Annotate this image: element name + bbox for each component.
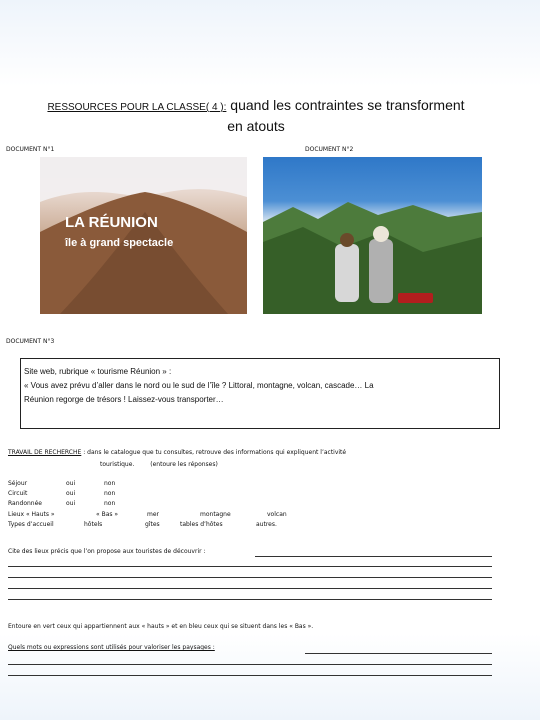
doc1-image-title: LA RÉUNION <box>65 214 158 231</box>
title-prefix: RESSOURCES POUR LA CLASSE( 4 ): <box>47 102 227 113</box>
reunion-volcano-photo <box>40 157 247 314</box>
hikers-mountain-photo <box>263 157 482 314</box>
row-sejour-label: Séjour <box>8 480 28 487</box>
row-accueil-tables[interactable]: tables d’hôtes <box>180 521 223 528</box>
doc3-line2: « Vous avez prévu d’aller dans le nord ou le sud de l’île ? Littoral, montagne, volcan, cascade… La <box>24 381 374 390</box>
doc2-label: DOCUMENT N°2 <box>305 146 354 153</box>
question1: Cite des lieux précis que l’on propose aux touristes de découvrir : <box>8 548 206 555</box>
title-line2: en atouts <box>227 118 285 134</box>
row-randonnee-label: Randonnée <box>8 500 42 507</box>
doc3-line1: Site web, rubrique « tourisme Réunion » : <box>24 367 172 376</box>
row-lieux-montagne[interactable]: montagne <box>200 511 231 518</box>
row-randonnee-oui[interactable]: oui <box>66 500 76 507</box>
row-lieux-mer[interactable]: mer <box>147 511 160 518</box>
page-title <box>6 96 506 136</box>
question3: Quels mots ou expressions sont utilisés pour valoriser les paysages : <box>8 644 215 651</box>
title-line1: quand les contraintes se transforment <box>230 97 465 113</box>
research-line2: touristique. <box>100 461 135 468</box>
row-circuit-oui[interactable]: oui <box>66 490 76 497</box>
research-instruction-line2 <box>100 461 218 468</box>
answer-line[interactable] <box>8 675 492 676</box>
row-accueil-hotels[interactable]: hôtels <box>84 521 103 528</box>
row-accueil-autres[interactable]: autres. <box>256 521 277 528</box>
row-circuit-label: Circuit <box>8 490 28 497</box>
answer-line[interactable] <box>8 577 492 578</box>
doc3-line3: Réunion regorge de trésors ! Laissez-vous transporter… <box>24 395 224 404</box>
research-line1: : dans le catalogue que tu consultes, retrouve des informations qui expliquent l’activité <box>83 449 347 456</box>
research-line2b: (entoure les réponses) <box>150 461 218 468</box>
answer-line[interactable] <box>8 664 492 665</box>
doc3-text <box>24 365 492 407</box>
row-randonnee-non[interactable]: non <box>104 500 116 507</box>
doc3-label: DOCUMENT N°3 <box>6 338 55 345</box>
question2: Entoure en vert ceux qui appartiennent aux « hauts » et en bleu ceux qui se situent dans les « Bas ». <box>8 623 314 630</box>
research-label: TRAVAIL DE RECHERCHE <box>8 449 82 456</box>
answer-line[interactable] <box>255 556 492 557</box>
answer-line[interactable] <box>8 588 492 589</box>
row-lieux-label: Lieux « Hauts » <box>8 511 55 518</box>
row-sejour-non[interactable]: non <box>104 480 116 487</box>
answer-line[interactable] <box>8 599 492 600</box>
row-lieux-volcan[interactable]: volcan <box>267 511 287 518</box>
row-sejour-oui[interactable]: oui <box>66 480 76 487</box>
doc1-label: DOCUMENT N°1 <box>6 146 55 153</box>
answer-line[interactable] <box>8 566 492 567</box>
answer-line[interactable] <box>305 653 492 654</box>
row-circuit-non[interactable]: non <box>104 490 116 497</box>
doc1-image-subtitle: île à grand spectacle <box>65 237 174 249</box>
research-instruction-line1 <box>8 449 346 456</box>
row-accueil-label: Types d’accueil <box>8 521 54 528</box>
row-accueil-gites[interactable]: gîtes <box>145 521 160 528</box>
row-lieux-bas[interactable]: « Bas » <box>96 511 119 518</box>
document3-textbox <box>20 358 500 429</box>
